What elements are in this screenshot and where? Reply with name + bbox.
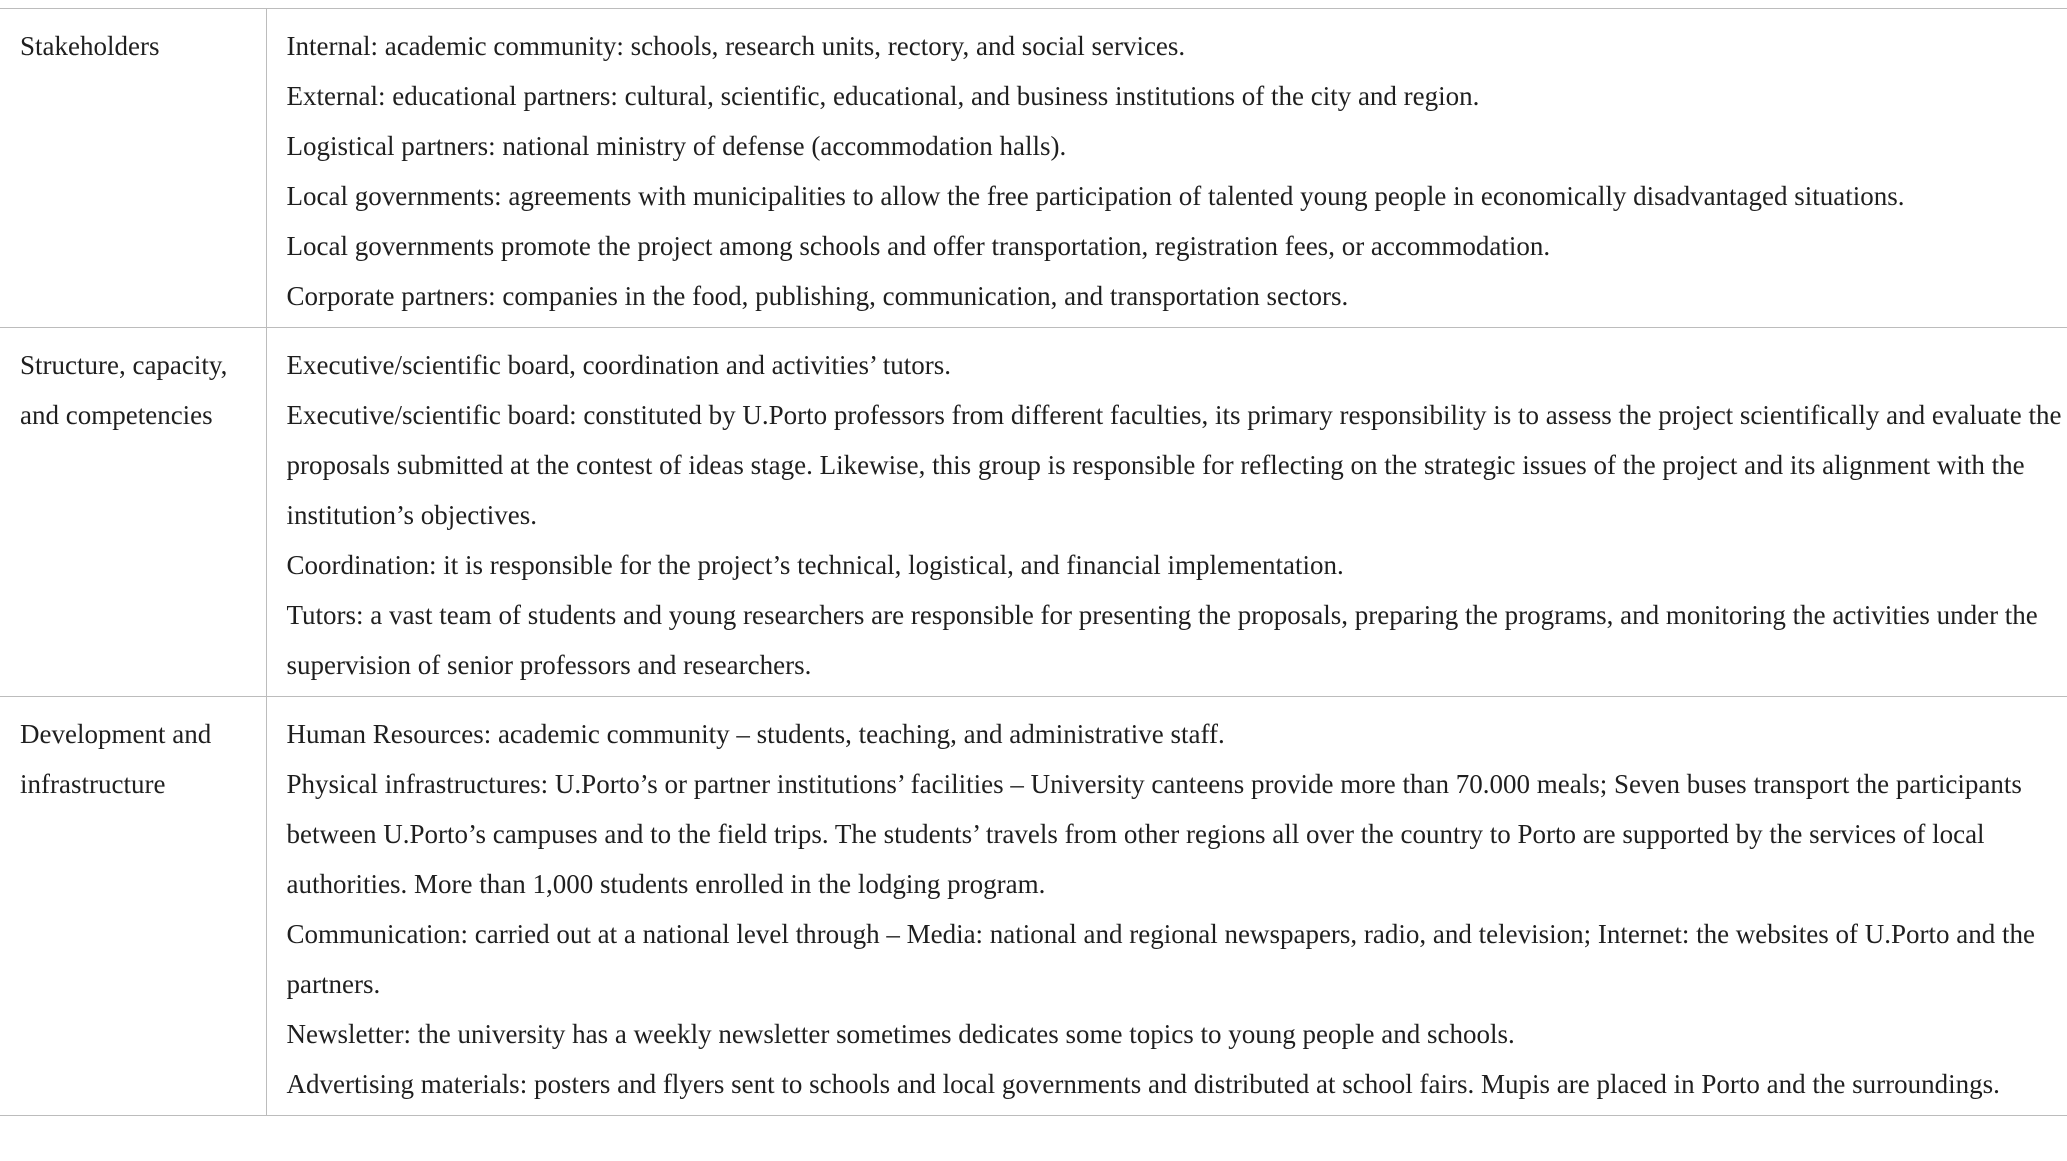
content-line: Advertising materials: posters and flyers sent to schools and local governments and distributed at school fairs. Mupis are placed in Porto and the surroundings. (286, 1069, 2000, 1099)
table-container (0, 8, 2067, 1116)
stakeholders-table (0, 8, 2067, 1116)
row-content (266, 328, 2067, 697)
content-line: Local governments: agreements with municipalities to allow the free participation of talented young people in economically disadvantaged situations. (286, 181, 1905, 211)
content-line: Physical infrastructures: U.Porto’s or partner institutions’ facilities – University canteens provide more than 70.000 meals; Seven buses transport the participants between U.Porto’s campuses and to the field trips. The students’ travels from other regions all over the country to Porto are supported by the services of local authorities. More than 1,000 students enrolled in the lodging program. (286, 769, 2022, 899)
content-line: Executive/scientific board, coordination and activities’ tutors. (286, 350, 952, 380)
content-line: Corporate partners: companies in the food, publishing, communication, and transportation sectors. (286, 281, 1349, 311)
row-label: Structure, capacity, and competencies (0, 328, 266, 697)
content-line: Executive/scientific board: constituted by U.Porto professors from different faculties, its primary responsibility is to assess the project scientifically and evaluate the proposals submitted at the contest of ideas stage. Likewise, this group is responsible for reflecting on the strategic issues of the project and its alignment with the institution’s objectives. (286, 400, 2062, 530)
row-content (266, 697, 2067, 1116)
content-line: Logistical partners: national ministry of defense (accommodation halls). (286, 131, 1067, 161)
content-line: Tutors: a vast team of students and young researchers are responsible for presenting the proposals, preparing the programs, and monitoring the activities under the supervision of senior professors and researchers. (286, 600, 2038, 680)
row-label: Development and infrastructure (0, 697, 266, 1116)
content-line: Communication: carried out at a national level through – Media: national and regional newspapers, radio, and television; Internet: the websites of U.Porto and the partners. (286, 919, 2036, 999)
table-row-stakeholders (0, 9, 2067, 328)
content-line: Local governments promote the project among schools and offer transportation, registration fees, or accommodation. (286, 231, 1551, 261)
content-line: External: educational partners: cultural, scientific, educational, and business institutions of the city and region. (286, 81, 1480, 111)
content-line: Human Resources: academic community – students, teaching, and administrative staff. (286, 719, 1225, 749)
content-line: Coordination: it is responsible for the project’s technical, logistical, and financial implementation. (286, 550, 1344, 580)
row-label: Stakeholders (0, 9, 266, 328)
table-row-structure (0, 328, 2067, 697)
table-row-development (0, 697, 2067, 1116)
content-line: Newsletter: the university has a weekly newsletter sometimes dedicates some topics to young people and schools. (286, 1019, 1515, 1049)
row-content (266, 9, 2067, 328)
content-line: Internal: academic community: schools, research units, rectory, and social services. (286, 31, 1186, 61)
